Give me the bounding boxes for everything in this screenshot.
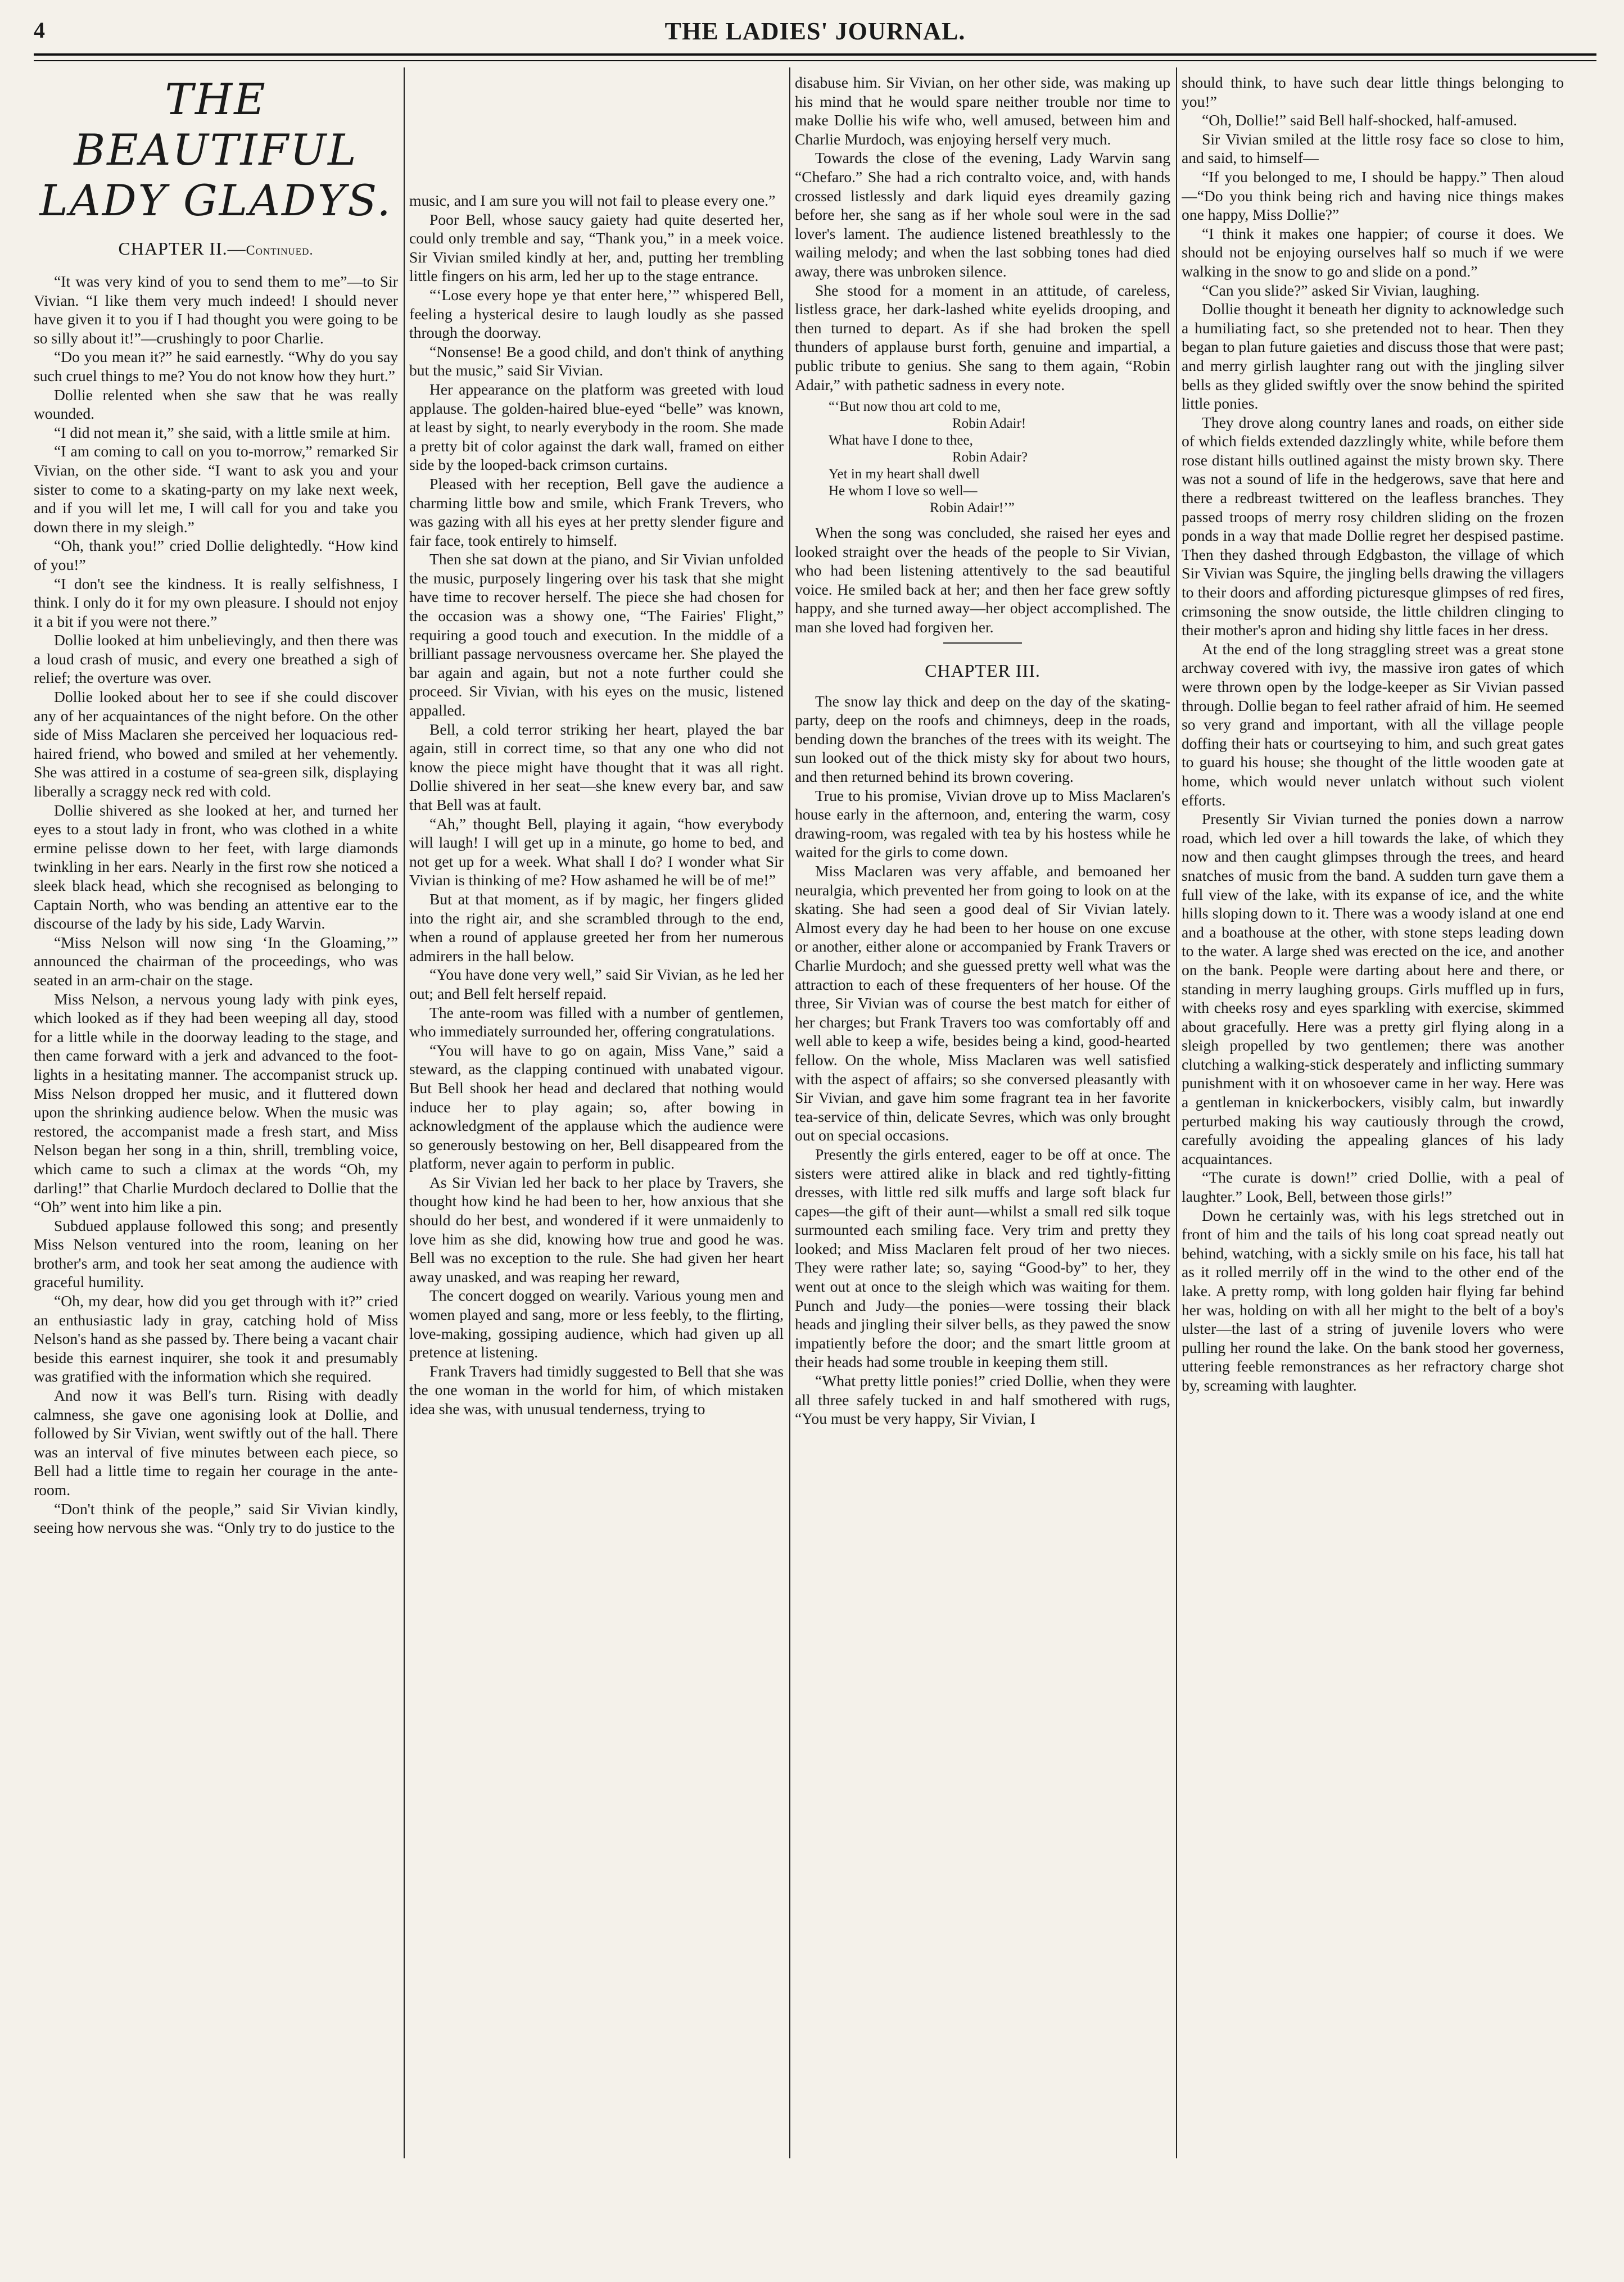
section-divider — [943, 642, 1022, 644]
paragraph: “Miss Nelson will now sing ‘In the Gloaming,’” announced the chairman of the proceedings, who was seated in an arm-chair on the stage. — [34, 933, 398, 989]
column-rule — [789, 67, 790, 2158]
paragraph: “Oh, my dear, how did you get through with it?” cried an enthusiastic lady in gray, catching hold of Miss Nelson's hand as she passed by. There being a vacant chair beside this earnest inquirer, she took it and presumably was gratified with the information which she required. — [34, 1292, 398, 1386]
paragraph: disabuse him. Sir Vivian, on her other side, was making up his mind that he would spare neither trouble nor time to make Dollie his wife who, well amused, between him and Charlie Murdoch, was enjoying herself very much. — [795, 74, 1170, 148]
paragraph: Dollie looked about her to see if she could discover any of her acquaintances of the night before. On the other side of Miss Maclaren she perceived her loquacious red-haired friend, who bowed and smiled at her vehemently. She was attired in a costume of sea-green silk, displaying liberally a scraggy neck red with cold. — [34, 688, 398, 800]
paragraph: Sir Vivian smiled at the little rosy face so close to him, and said, to himself— — [1182, 130, 1564, 167]
chapter-3-heading: CHAPTER III. — [925, 660, 1041, 681]
column-rule — [404, 67, 405, 2158]
paragraph: “I think it makes one happier; of course it does. We should not be enjoying ourselves half so much if we were walking in the snow to go and slide on a pond.” — [1182, 224, 1564, 280]
paragraph: “If you belonged to me, I should be happy.” Then aloud—“Do you think being rich and having nice things makes one happy, Miss Dollie?” — [1182, 167, 1564, 224]
chapter-2-continued: Continued. — [246, 243, 314, 258]
column-4 — [1182, 73, 1564, 2175]
paragraph: “Don't think of the people,” said Sir Vivian kindly, seeing how nervous she was. “Only try to do justice to the — [34, 1500, 398, 1537]
paragraph: Dollie thought it beneath her dignity to acknowledge such a humiliating fact, so she pretended not to hear. Then they began to plan future gaieties and discuss those that were past; and merry girlish laughter rang out with the jingling silver bells as they glided swiftly over the snow behind the spirited little ponies. — [1182, 300, 1564, 413]
paragraph: Bell, a cold terror striking her heart, played the bar again, still in correct time, so that any one who did not know the piece might have thought that it was all right. Dollie shivered in her seat—she knew every bar, and saw that Bell was at fault. — [409, 720, 784, 813]
paragraph: Pleased with her reception, Bell gave the audience a charming little bow and smile, which Frank Trevers, who was gazing with all his eyes at her pretty slender figure and fair face, took entirely to himself. — [409, 474, 784, 549]
journal-title: THE LADIES' JOURNAL. — [664, 17, 966, 45]
paragraph: Subdued applause followed this song; and presently Miss Nelson ventured into the room, leaning on her brother's arm, and took her seat among the audience with graceful humility. — [34, 1216, 398, 1291]
paragraph: But at that moment, as if by magic, her fingers glided into the right air, and she scrambled through to the end, when a round of applause greeted her from her numerous admirers in the hall below. — [409, 890, 784, 965]
paragraph: “I don't see the kindness. It is really selfishness, I think. I only do it for my own pleasure. I should not enjoy it a bit if you were not there.” — [34, 574, 398, 630]
verse-line: Robin Adair! — [952, 416, 1026, 432]
paragraph: Presently the girls entered, eager to be off at once. The sisters were attired alike in black and red tightly-fitting dresses, with little red silk muffs and large soft black fur capes—the gift of their aunt—whilst a small red silk toque surmounted each smiling face. Very trim and pretty they looked; and Miss Maclaren felt proud of her two nieces. They were rather late; so, saying “Good-by” to her, they went out at once to the sleigh which was waiting for them. Punch and Judy—the ponies—were tossing their black heads and jingling their silver bells, as they pawed the snow impatiently before the door; and the smart little groom at their heads had some trouble in keeping them still. — [795, 1145, 1170, 1371]
paragraph: “What pretty little ponies!” cried Dollie, when they were all three safely tucked in and half smothered with rugs, “You must be very happy, Sir Vivian, I — [795, 1372, 1170, 1428]
paragraph: “The curate is down!” cried Dollie, with a peal of laughter.” Look, Bell, between those girls!” — [1182, 1169, 1564, 1206]
paragraph: music, and I am sure you will not fail to please every one.” — [409, 192, 776, 209]
story-title: THE BEAUTIFUL LADY GLADYS. — [39, 74, 392, 225]
paragraph: Frank Travers had timidly suggested to Bell that she was the one woman in the world for him, of which mistaken idea she was, with unusual tenderness, trying to — [409, 1362, 784, 1418]
paragraph: “Oh, thank you!” cried Dollie delightedly. “How kind of you!” — [34, 537, 398, 573]
paragraph: When the song was concluded, she raised her eyes and looked straight over the heads of the people to Sir Vivian, who had been listening attentively to the sad beautiful voice. He smiled back at her; and then her face grew softly happy, and she turned away—her object accomplished. The man she loved had forgiven her. — [795, 524, 1170, 636]
header-rule — [34, 53, 1596, 61]
page-number: 4 — [34, 17, 45, 43]
paragraph: “I did not mean it,” she said, with a little smile at him. — [54, 423, 391, 441]
paragraph: should think, to have such dear little things belonging to you!” — [1182, 74, 1564, 110]
paragraph: “It was very kind of you to send them to me”—to Sir Vivian. “I like them very much indeed! I should never have given it to you if I had thought you were going to be so silly about it!”—crushingly to poor Charlie. — [34, 273, 398, 347]
paragraph: “Can you slide?” asked Sir Vivian, laughing. — [1202, 281, 1480, 299]
song-verse — [829, 399, 1170, 517]
verse-line: Robin Adair!’” — [930, 500, 1015, 516]
paragraph: Poor Bell, whose saucy gaiety had quite deserted her, could only tremble and say, “Thank you,” in a meek voice. Sir Vivian smiled kindly at her, and, putting her trembling little fingers on his arm, led her up to the stage entrance. — [409, 210, 784, 285]
verse-line: He whom I love so well— — [829, 483, 978, 499]
verse-line: “‘But now thou art cold to me, — [829, 399, 1001, 415]
paragraph: The snow lay thick and deep on the day of the skating-party, deep on the roofs and chimneys, deep in the roads, bending down the branches of the trees with its weight. The sun looked out of the thick misty sky for about two hours, and then returned behind its brown covering. — [795, 692, 1170, 786]
paragraph: “Ah,” thought Bell, playing it again, “how everybody will laugh! I will get up in a minute, go home to bed, and not get up for a week. What shall I do? I wonder what Sir Vivian is thinking of me? How ashamed he will be of me!” — [409, 814, 784, 889]
column-1 — [34, 67, 398, 2158]
column-1-body — [34, 272, 398, 1537]
page-header — [34, 17, 1596, 51]
paragraph: She stood for a moment in an attitude, of careless, listless grace, her dark-lashed white eyelids drooping, and then turned to depart. As if she had broken the spell thunders of applause burst forth, genuine and impartial, a public tribute to genius. She sang to them again, “Robin Adair,” with pathetic sadness in every note. — [795, 281, 1170, 393]
paragraph: Dollie shivered as she looked at her, and turned her eyes to a stout lady in front, who was clothed in a white ermine pelisse down to her feet, with large diamonds twinkling in her ears. Nearly in the first row she noticed a sleek black head, which she recognised as belonging to Captain North, who was bending an attentive ear to the discourse of the lady by his side, Lady Warvin. — [34, 801, 398, 932]
paragraph: They drove along country lanes and roads, on either side of which fields extended dazzlingly white, while before them rose distant hills outlined against the misty brown sky. There was not a sound of life in the hedgerows, save that here and there a redbreast twittered on the leafless branches. They passed troops of merry rosy children sliding on the frozen ponds in a way that made Dollie regret her despised pastime. Then they dashed through Edgbaston, the village of which Sir Vivian was Squire, the jingling bells drawing the villagers to their doors and affording picturesque glimpses of red fires, crimsoning the snow outside, the little children clinging to their mother's apron and hiding shy little faces in her dress. — [1182, 413, 1564, 639]
paragraph: Miss Maclaren was very affable, and bemoaned her neuralgia, which prevented her from going to look on at the skating. She had seen a good deal of Sir Vivian lately. Almost every day he had been to her house on one excuse or another, either alone or accompanied by Frank Travers or Charlie Murdoch; and she guessed pretty well what was the attraction to each of these frequenters of her house. Of the three, Sir Vivian was of course the best match for either of her charges; but Frank Travers too was comfortably off and well able to keep a wife, besides being a kind, good-hearted fellow. On the whole, Miss Maclaren was well satisfied with the aspect of affairs; so she conversed pleasantly with Sir Vivian, and gave him some fragrant tea in her favorite tea-service of thin, delicate Sevres, which was only brought out on special occasions. — [795, 862, 1170, 1144]
paragraph: Towards the close of the evening, Lady Warvin sang “Chefaro.” She had a rich contralto voice, and, with hands crossed listlessly and dark liquid eyes dreamily gazing before her, she sang as if her whole soul were in the sad lover's lament. The audience listened breathlessly to the wailing melody; and when the last sobbing tones had died away, there was unbroken silence. — [795, 149, 1170, 280]
paragraph: True to his promise, Vivian drove up to Miss Maclaren's house early in the afternoon, and, entering the warm, cosy drawing-room, was regaled with tea by his hostess while he waited for the girls to come down. — [795, 786, 1170, 861]
paragraph: Presently Sir Vivian turned the ponies down a narrow road, which led over a hill towards the lake, of which they now and then caught glimpses through the trees, and heard snatches of music from the band. A sudden turn gave them a full view of the lake, with its expanse of ice, and the white hills sloping down to it. There was a woody island at one end and a boathouse at the other, with stone steps leading down to the water. A large shed was erected on the ice, and another on the bank. People were darting about here and there, or standing in merry laughing groups. Girls muffled up in furs, with cheeks rosy and eyes sparkling with exercise, skimmed about gracefully. Here was a pretty girl flying along in a sleigh propelled by two gentlemen; there was another clutching a walking-stick desperately and inflicting summary punishment with it on whosoever came in her way. Here was a gentleman in knickerbockers, visibly calm, but inwardly perturbed making his way cautiously through the crowd, carefully avoiding the appealing glances of his lady acquaintances. — [1182, 810, 1564, 1167]
paragraph: Dollie relented when she saw that he was really wounded. — [34, 386, 398, 423]
paragraph: “You have done very well,” said Sir Vivian, as he led her out; and Bell felt herself repaid. — [409, 966, 784, 1002]
paragraph: The concert dogged on wearily. Various young men and women played and sang, more or less feebly, to the flirting, love-making, gossiping audience, which had given up all pretence at listening. — [409, 1287, 784, 1361]
verse-line: What have I done to thee, — [829, 433, 973, 449]
paragraph: Her appearance on the platform was greeted with loud applause. The golden-haired blue-eyed “belle” was known, at least by sight, to nearly everybody in the room. She made a pretty bit of color against the dark wall, framed on either side by the looped-back crimson curtains. — [409, 380, 784, 474]
paragraph: “‘Lose every hope ye that enter here,’” whispered Bell, feeling a hysterical desire to laugh loudly as she passed through the doorway. — [409, 286, 784, 342]
paragraph: Dollie looked at him unbelievingly, and then there was a loud crash of music, and every one breathed a sigh of relief; the overture was over. — [34, 631, 398, 687]
paragraph: “You will have to go on again, Miss Vane,” said a steward, as the clapping continued with unabated vigour. But Bell shook her head and declared that nothing would induce her to play again; so, after bowing in acknowledgment of the applause which the audience were so generously bestowing on her, Bell disappeared from the platform, never again to perform in public. — [409, 1041, 784, 1172]
paragraph: “Oh, Dollie!” said Bell half-shocked, half-amused. — [1202, 111, 1517, 129]
paragraph: Down he certainly was, with his legs stretched out in front of him and the tails of his long coat spread neatly out behind, watching, with a sickly smile on his face, his tall hat as it rolled merrily off in the wind to the other end of the lake. A pretty romp, with long golden hair flying far behind her was, holding on with all her might to the belt of a boy's ulster—the last of a string of juvenile lovers who were pulling her round the lake. On the bank stood her governess, uttering feeble remonstrances as her refractory charge shot by, screaming with laughter. — [1182, 1206, 1564, 1394]
column-2 — [409, 191, 784, 2282]
verse-line: Yet in my heart shall dwell — [829, 467, 980, 482]
paragraph: “Nonsense! Be a good child, and don't think of anything but the music,” said Sir Vivian. — [409, 342, 784, 379]
column-rule — [1176, 67, 1177, 2158]
paragraph: At the end of the long straggling street was a great stone archway covered with ivy, the massive iron gates of which were thrown open by the lodge-keeper as Sir Vivian passed through. Dollie began to feel rather afraid of him. He seemed so very grand and important, with all the village people doffing their hats or courtseying to him, and such great gates to guard his house; she thought of the little wooden gate at home, which would never unlatch without such violent efforts. — [1182, 640, 1564, 809]
paragraph: “I am coming to call on you to-morrow,” remarked Sir Vivian, on the other side. “I want to ask you and your sister to come to a skating-party on my lake next week, and if you will let me, I will call for you and take you down there in my sleigh.” — [34, 442, 398, 536]
paragraph: The ante-room was filled with a number of gentlemen, who immediately surrounded her, offering congratulations. — [409, 1003, 784, 1040]
paragraph: And now it was Bell's turn. Rising with deadly calmness, she gave one agonising look at Dollie, and followed by Sir Vivian, went swiftly out of the hall. There was an interval of five minutes between each piece, so Bell had a little time to regain her courage in the ante-room. — [34, 1387, 398, 1498]
column-3 — [795, 73, 1170, 2175]
verse-line: Robin Adair? — [952, 450, 1028, 465]
paragraph: “Do you mean it?” he said earnestly. “Why do you say such cruel things to me? You do not know how they hurt.” — [34, 348, 398, 384]
chapter-2-label: CHAPTER II.— — [118, 238, 246, 259]
paragraph: Miss Nelson, a nervous young lady with pink eyes, which looked as if they had been weeping all day, stood for a little while in the doorway leading to the stage, and then came forward with a jerk and advanced to the foot-lights in a hesitating manner. The accompanist struck up. Miss Nelson dropped her music, and it fluttered down upon the shrinking audience below. When the music was restored, the accompanist made a fresh start, and Miss Nelson began her song in a thin, shrill, trembling voice, which came to such a climax at the words “Oh, my darling!” that Charlie Murdoch declared to Dollie that the “Oh” went into him like a pin. — [34, 990, 398, 1216]
paragraph: As Sir Vivian led her back to her place by Travers, she thought how kind he had been to her, how anxious that she should do her best, and wondered if it were unmaidenly to love him as she did, knowing how true and good he was. Bell was no exception to the rule. She had given her heart away unasked, and was reaping her reward, — [409, 1173, 784, 1285]
paragraph: Then she sat down at the piano, and Sir Vivian unfolded the music, purposely lingering over his task that she might have time to recover herself. The piece she had chosen for the occasion was a showy one, “The Fairies' Flight,” requiring a good touch and execution. In the middle of a brilliant passage nervousness overcame her. She played the bar again and again, but not a note further could she proceed. Sir Vivian, with his eyes on the music, listened appalled. — [409, 550, 784, 719]
chapter-2-heading — [34, 237, 398, 262]
